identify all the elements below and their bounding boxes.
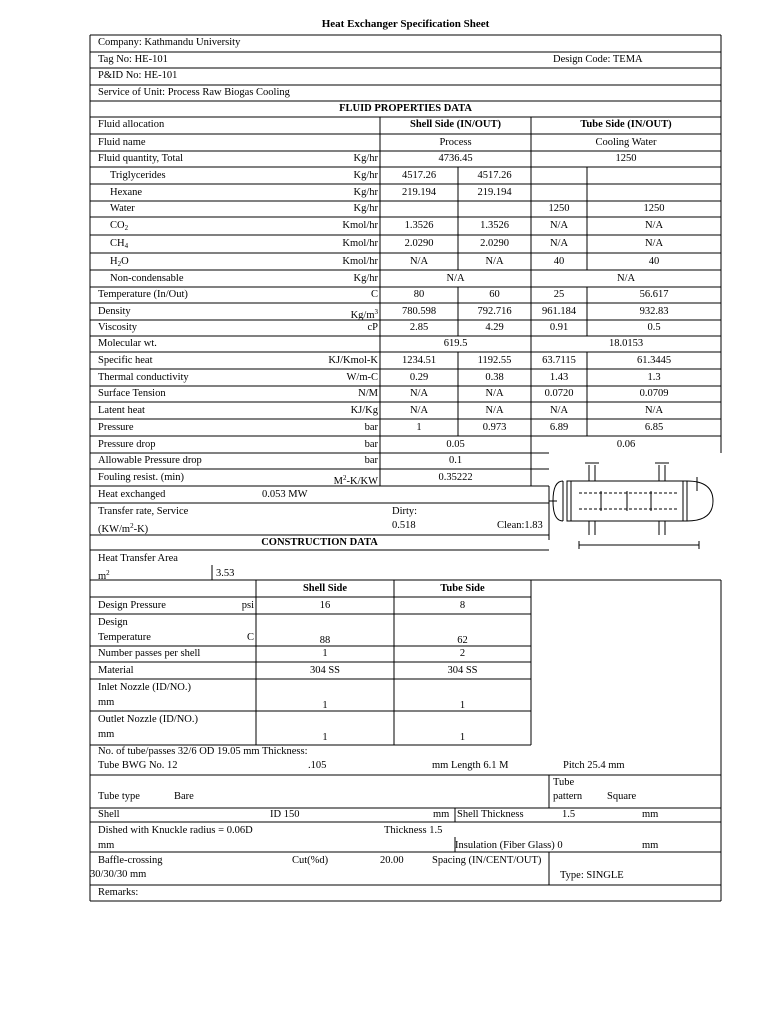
shell-in-value: N/A xyxy=(409,388,429,399)
construction-tube-value: 1 xyxy=(459,732,466,743)
tube-in-value: 40 xyxy=(553,256,565,267)
shell-value: 0.35222 xyxy=(438,472,473,483)
sheet-title: Heat Exchanger Specification Sheet xyxy=(321,18,490,30)
unit-text: W/m-C xyxy=(346,372,378,383)
tube-value: 0.06 xyxy=(616,439,636,450)
tube-out-value: 0.5 xyxy=(647,322,661,333)
heat-exchanged-label: Heat exchanged xyxy=(98,489,166,500)
shell-in-value: 1 xyxy=(416,422,422,433)
service-field: Service of Unit: Process Raw Biogas Cooling xyxy=(98,87,290,98)
transfer-rate-label: Transfer rate, Service xyxy=(98,506,189,517)
fluid-row-label: $H_2O$ xyxy=(110,256,129,268)
construction-tube-header: Tube Side xyxy=(440,583,485,594)
design-code-field: Design Code: TEMA xyxy=(553,54,643,65)
tube-in-value: 63.7115 xyxy=(542,355,576,366)
shell-out-value: 1.3526 xyxy=(480,220,509,231)
fluid-row-label: Fluid name xyxy=(98,137,146,148)
shell-in-value: 2.0290 xyxy=(404,238,434,249)
unit-text: $M^2-K/KW$ xyxy=(333,474,378,487)
shell-in-value: 4517.26 xyxy=(401,170,437,181)
construction-row-label-2: Temperature xyxy=(98,632,151,643)
shell-out-value: 2.0290 xyxy=(480,238,509,249)
heat-exchanger-sketch-icon xyxy=(549,451,724,554)
fluid-row-label: Triglycerides xyxy=(110,170,166,181)
construction-shell-value: 16 xyxy=(319,600,331,611)
dished-thickness-value: Thickness 1.5 xyxy=(384,825,443,836)
construction-row-label: Inlet Nozzle (ID/NO.) xyxy=(98,682,192,693)
unit-tail-text: -K) xyxy=(133,524,149,535)
construction-shell-value: 1 xyxy=(322,648,328,659)
baffle-spacing-label: Spacing (IN/CENT/OUT) xyxy=(432,855,542,866)
shell-out-value: 0.973 xyxy=(482,422,507,433)
construction-row-label: Design Pressure xyxy=(98,600,166,611)
tube-out-value: 0.0709 xyxy=(639,388,669,399)
unit-text: cP xyxy=(367,322,378,333)
tube-in-value: 6.89 xyxy=(549,422,569,433)
construction-tube-value: 62 xyxy=(457,635,468,646)
tube-pattern-label: Tube xyxy=(553,777,575,788)
tube-out-value: 1.3 xyxy=(647,372,661,383)
baffle-crossing-label: Baffle-crossing xyxy=(98,855,163,866)
pid-number-field: P&ID No: HE-101 xyxy=(98,70,178,81)
tube-bwg-label: Tube BWG No. 12 xyxy=(98,760,178,771)
subscript-text: 2 xyxy=(124,224,129,232)
dirty-value: 0.518 xyxy=(392,520,416,531)
tube-count-line: No. of tube/passes 32/6 OD 19.05 mm Thickness: xyxy=(98,746,308,757)
shell-in-value: 219.194 xyxy=(401,187,437,198)
heat-transfer-area-value: 3.53 xyxy=(216,568,235,579)
baffle-spacing-value: 30/30/30 mm xyxy=(90,869,147,880)
construction-tube-value: 8 xyxy=(459,600,466,611)
shell-out-value: 0.38 xyxy=(485,372,504,383)
shell-id-value: ID 150 xyxy=(270,809,300,820)
construction-shell-header: Shell Side xyxy=(302,583,348,594)
tube-in-value: 25 xyxy=(553,289,565,300)
fluid-row-label: Viscosity xyxy=(98,322,138,333)
shell-in-value: 80 xyxy=(413,289,425,300)
fluid-row-label: Pressure xyxy=(98,422,134,433)
fluid-row-label: Molecular wt. xyxy=(98,338,157,349)
construction-tube-value: 304 SS xyxy=(447,665,478,676)
construction-shell-value: 304 SS xyxy=(309,665,341,676)
unit-text: $Kg/m^3$ xyxy=(350,308,378,321)
shell-label: Shell xyxy=(98,809,120,820)
subscript-text: 2 xyxy=(117,260,122,268)
construction-row-label: Material xyxy=(98,665,134,676)
unit-text: KJ/Kmol-K xyxy=(328,355,378,366)
remarks-label: Remarks: xyxy=(98,887,139,898)
heat-exchanged-value: 0.053 MW xyxy=(262,489,308,500)
superscript-text: 3 xyxy=(374,308,378,316)
tube-in-value: 0.91 xyxy=(549,322,569,333)
unit-text: N/M xyxy=(358,388,378,399)
tube-in-value: 1.43 xyxy=(549,372,569,383)
shell-value: 0.05 xyxy=(446,439,465,450)
shell-in-value: 2.85 xyxy=(409,322,429,333)
construction-row-label: Number passes per shell xyxy=(98,648,201,659)
unit-text: Kg/hr xyxy=(353,273,378,284)
shell-in-value: 1234.51 xyxy=(401,355,437,366)
construction-shell-value: 1 xyxy=(322,732,328,743)
fluid-row-label: Allowable Pressure drop xyxy=(98,455,202,466)
tube-out-value: 56.617 xyxy=(639,289,669,300)
fluid-row-label: Pressure drop xyxy=(98,439,156,450)
fluid-allocation-label: Fluid allocation xyxy=(98,119,165,130)
insulation-value: Insulation (Fiber Glass) 0 xyxy=(455,840,563,851)
shell-in-value: 0.29 xyxy=(409,372,429,383)
area-unit: $m^2$ xyxy=(98,569,110,582)
shell-out-value: 1192.55 xyxy=(477,355,512,366)
construction-row-label-2: mm xyxy=(98,729,115,740)
superscript-text: 2 xyxy=(343,474,347,482)
shell-out-value: N/A xyxy=(485,256,504,267)
fluid-properties-heading: FLUID PROPERTIES DATA xyxy=(339,103,472,114)
tube-out-value: N/A xyxy=(644,238,664,249)
tube-pattern-value: Square xyxy=(607,791,637,802)
shell-in-value: 1.3526 xyxy=(404,220,434,231)
subscript-text: 4 xyxy=(124,242,129,250)
shell-out-value: N/A xyxy=(485,388,504,399)
fluid-row-label: Surface Tension xyxy=(98,388,166,399)
heat-transfer-area-label: Heat Transfer Area xyxy=(98,553,178,564)
unit-text: Kg/hr xyxy=(353,170,378,181)
unit-tail-text: -K/KW xyxy=(346,476,378,487)
baffle-cut-label: Cut(%d) xyxy=(292,855,329,866)
shell-value: 0.1 xyxy=(448,455,463,466)
transfer-rate-unit: $(KW/m^2-K)$ xyxy=(98,522,149,535)
superscript-text: 2 xyxy=(106,569,110,577)
unit-text: KJ/Kg xyxy=(350,405,378,416)
shell-in-value: 780.598 xyxy=(401,306,437,317)
tube-side-header: Tube Side (IN/OUT) xyxy=(580,119,672,130)
tube-length-value: mm Length 6.1 M xyxy=(432,760,509,771)
unit-text: bar xyxy=(364,422,378,433)
tube-out-value: 6.85 xyxy=(644,422,664,433)
unit-text: bar xyxy=(364,455,378,466)
fluid-row-label: Temperature (In/Out) xyxy=(98,289,188,300)
shell-in-value: N/A xyxy=(409,256,429,267)
fluid-row-label: Thermal conductivity xyxy=(98,372,189,383)
unit-text: mm xyxy=(642,840,659,851)
construction-tube-value: 2 xyxy=(459,648,466,659)
shell-out-value: 4517.26 xyxy=(477,170,512,181)
construction-row-label: Design xyxy=(98,617,128,628)
tube-value: 1250 xyxy=(615,153,637,164)
construction-row-label: Outlet Nozzle (ID/NO.) xyxy=(98,714,199,725)
tube-type-label: Tube type xyxy=(98,791,140,802)
company-field: Company: Kathmandu University xyxy=(98,37,241,48)
tube-out-value: 40 xyxy=(648,256,660,267)
tube-value: Cooling Water xyxy=(595,137,657,148)
tube-out-value: N/A xyxy=(644,220,664,231)
tube-in-value: N/A xyxy=(549,238,569,249)
unit-text: mm xyxy=(642,809,659,820)
fluid-row-label: Latent heat xyxy=(98,405,145,416)
fluid-row-label: Fouling resist. (min) xyxy=(98,472,185,483)
clean-value: Clean:1.83 xyxy=(497,520,543,531)
tag-number-field: Tag No: HE-101 xyxy=(98,54,168,65)
unit-text: psi xyxy=(241,600,254,611)
tube-in-value: N/A xyxy=(549,220,569,231)
shell-in-value: N/A xyxy=(409,405,429,416)
unit-text: mm xyxy=(98,840,115,851)
fluid-row-label: $CO_2$ xyxy=(110,220,129,232)
unit-text: Kg/hr xyxy=(353,187,378,198)
tube-in-value: 1250 xyxy=(548,203,570,214)
tube-out-value: 1250 xyxy=(643,203,665,214)
shell-out-value: 792.716 xyxy=(477,306,512,317)
construction-shell-value: 88 xyxy=(319,635,331,646)
shell-value: Process xyxy=(439,137,472,148)
shell-out-value: 219.194 xyxy=(477,187,512,198)
fluid-row-label: $CH_4$ xyxy=(110,238,129,250)
shell-out-value: N/A xyxy=(485,405,504,416)
fluid-row-label: Hexane xyxy=(110,187,143,198)
shell-value: N/A xyxy=(446,273,465,284)
unit-text: C xyxy=(246,632,254,643)
unit-text: Kmol/hr xyxy=(342,220,378,231)
tube-pitch-value: Pitch 25.4 mm xyxy=(563,760,625,771)
shell-out-value: 60 xyxy=(489,289,500,300)
unit-text: Kg/hr xyxy=(353,153,378,164)
dirty-label: Dirty: xyxy=(392,506,418,517)
shell-thickness-label: Shell Thickness xyxy=(457,809,524,820)
tube-in-value: N/A xyxy=(549,405,569,416)
tube-in-value: 961.184 xyxy=(541,306,577,317)
shell-thickness-value: 1.5 xyxy=(562,809,576,820)
tube-out-value: 932.83 xyxy=(639,306,669,317)
tube-thickness-value: .105 xyxy=(308,760,327,771)
tube-pattern-label-2: pattern xyxy=(553,791,583,802)
unit-text: mm xyxy=(433,809,450,820)
fluid-row-label: Density xyxy=(98,306,131,317)
baffle-cut-value: 20.00 xyxy=(380,855,404,866)
unit-text: bar xyxy=(364,439,378,450)
construction-shell-value: 1 xyxy=(322,700,328,711)
unit-text: Kmol/hr xyxy=(342,256,378,267)
tube-type-value: Bare xyxy=(174,791,194,802)
fluid-row-label: Water xyxy=(110,203,135,214)
fluid-row-label: Specific heat xyxy=(98,355,153,366)
tube-value: N/A xyxy=(616,273,636,284)
construction-row-label-2: mm xyxy=(98,697,115,708)
construction-heading: CONSTRUCTION DATA xyxy=(261,537,378,548)
shell-value: 4736.45 xyxy=(438,153,473,164)
label-tail-text: O xyxy=(121,256,129,267)
shell-value: 619.5 xyxy=(443,338,468,349)
tube-value: 18.0153 xyxy=(608,338,644,349)
tube-out-value: 61.3445 xyxy=(636,355,672,366)
unit-text: Kg/hr xyxy=(353,203,378,214)
superscript-text: 2 xyxy=(130,522,134,530)
fluid-row-label: Non-condensable xyxy=(110,273,184,284)
construction-tube-value: 1 xyxy=(459,700,466,711)
shell-side-header: Shell Side (IN/OUT) xyxy=(409,119,501,130)
tube-in-value: 0.0720 xyxy=(544,388,574,399)
fluid-row-label: Fluid quantity, Total xyxy=(98,153,184,164)
tube-out-value: N/A xyxy=(644,405,664,416)
unit-text: Kmol/hr xyxy=(342,238,378,249)
dished-head-label: Dished with Knuckle radius = 0.06D xyxy=(98,825,253,836)
baffle-type-value: Type: SINGLE xyxy=(560,870,624,881)
unit-text: C xyxy=(370,289,378,300)
shell-out-value: 4.29 xyxy=(485,322,504,333)
